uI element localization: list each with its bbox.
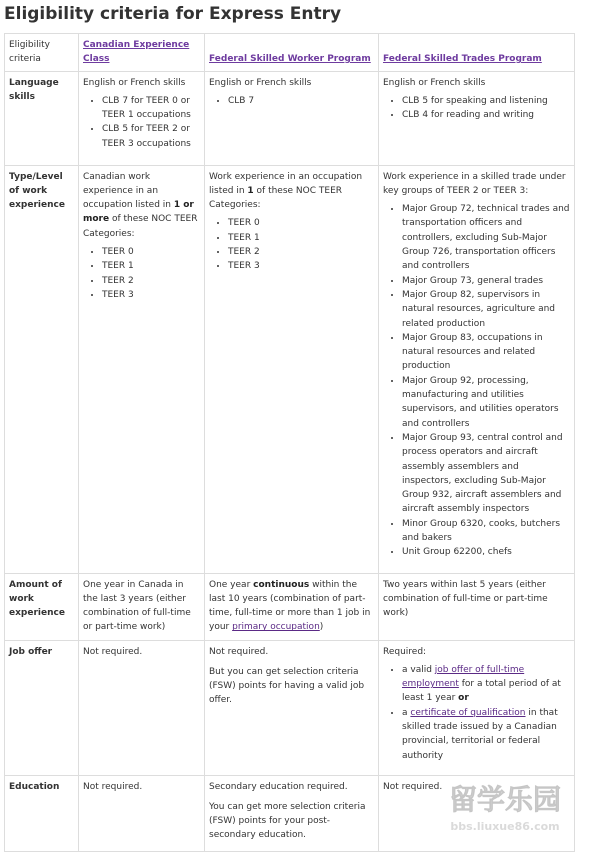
list-item: • CLB 7 for TEER 0 or TEER 1 occupations <box>102 94 200 123</box>
list-item: • Major Group 82, supervisors in natural resources, agriculture and related production <box>402 288 570 331</box>
list-item: • CLB 4 for reading and writing <box>402 108 570 122</box>
primary-occupation-link[interactable]: primary occupation <box>232 622 320 633</box>
cell-text: Work experience in an occupation listed in 1 of these NOC TEER Categories: <box>209 171 363 211</box>
list-item: • CLB 5 for TEER 2 or TEER 3 occupations <box>102 122 200 151</box>
watermark-text: 留学乐园 <box>448 783 562 816</box>
list-item: • a certificate of qualification in that skilled trade issued by a Canadian provincial, territorial or federal authority <box>402 706 570 763</box>
watermark-url: bbs.liuxue86.com <box>450 820 560 833</box>
fsw-teer-list <box>209 216 374 273</box>
header-fst <box>379 34 575 72</box>
list-item: • Minor Group 6320, cooks, butchers and bakers <box>402 517 570 546</box>
certificate-link[interactable]: certificate of qualification <box>410 707 526 718</box>
cell-text: Canadian work experience in an occupation listed in 1 or more of these NOC TEER Categories: <box>83 171 198 239</box>
row-label-language: Language skills <box>5 71 79 165</box>
cell-cec-job: Not required. <box>79 640 205 775</box>
list-item: • Unit Group 62200, chefs <box>402 545 570 559</box>
cell-text: You can get more selection criteria (FSW) points for your post-secondary education. <box>209 801 366 841</box>
watermark-logo <box>430 776 580 838</box>
cell-fsw-work <box>205 165 379 573</box>
list-item: • TEER 0 <box>228 216 374 230</box>
cell-cec-amount: One year in Canada in the last 3 years (either combination of full-time or part-time work) <box>79 573 205 640</box>
cec-language-list <box>83 94 200 151</box>
cell-fst-education: Not required. <box>379 775 575 851</box>
list-item: • TEER 0 <box>102 245 200 259</box>
table-row-amount <box>5 573 575 640</box>
row-label-amount: Amount of work experience <box>5 573 79 640</box>
eligibility-table <box>4 33 575 852</box>
cell-fst-language <box>379 71 575 165</box>
list-item: • CLB 5 for speaking and listening <box>402 94 570 108</box>
list-item: • TEER 3 <box>102 288 200 302</box>
cell-text: English or French skills <box>383 77 486 88</box>
cell-cec-work <box>79 165 205 573</box>
job-offer-link[interactable]: job offer of full-time employment <box>402 664 525 690</box>
list-item: • a valid job offer of full-time employment for a total period of at least 1 year or <box>402 663 570 706</box>
cell-fst-work <box>379 165 575 573</box>
list-item: • TEER 2 <box>102 274 200 288</box>
cell-cec-education: Not required. <box>79 775 205 851</box>
list-item: • TEER 1 <box>228 231 374 245</box>
cell-fst-amount: Two years within last 5 years (either combination of full-time or part-time work) <box>379 573 575 640</box>
cell-fsw-amount: One year continuous within the last 10 years (combination of part-time, full-time or more than 1 job in your primary occupation) <box>205 573 379 640</box>
header-fsw <box>205 34 379 72</box>
fsw-link[interactable]: Federal Skilled Worker Program <box>209 54 371 64</box>
cell-text: Work experience in a skilled trade under key groups of TEER 2 or TEER 3: <box>383 171 566 196</box>
list-item: • TEER 1 <box>102 259 200 273</box>
table-header-row <box>5 34 575 72</box>
header-eligibility-criteria: Eligibility criteria <box>5 34 79 72</box>
cell-fsw-job <box>205 640 379 775</box>
cell-text: Secondary education required. <box>209 781 348 792</box>
cell-fst-job <box>379 640 575 775</box>
table-row-work-experience <box>5 165 575 573</box>
fst-language-list <box>383 94 570 123</box>
list-item: • Major Group 83, occupations in natural resources and related production <box>402 331 570 374</box>
row-label-education: Education <box>5 775 79 851</box>
row-label-work: Type/Level of work experience <box>5 165 79 573</box>
cell-text: English or French skills <box>209 77 312 88</box>
cell-text: Required: <box>383 646 427 657</box>
header-cec <box>79 34 205 72</box>
table-row-job-offer <box>5 640 575 775</box>
list-item: • CLB 7 <box>228 94 374 108</box>
cell-fsw-language <box>205 71 379 165</box>
cell-fsw-education <box>205 775 379 851</box>
list-item: • TEER 3 <box>228 259 374 273</box>
fsw-language-list <box>209 94 374 108</box>
table-row-language <box>5 71 575 165</box>
list-item: • Major Group 93, central control and process operators and aircraft assembly assemblers and inspectors, excluding Sub-Major Group 932, aircraft assemblers and aircraft assembly inspectors <box>402 431 570 517</box>
row-label-job: Job offer <box>5 640 79 775</box>
list-item: • TEER 2 <box>228 245 374 259</box>
page-title: Eligibility criteria for Express Entry <box>4 4 342 24</box>
fst-link[interactable]: Federal Skilled Trades Program <box>383 54 542 64</box>
cec-teer-list <box>83 245 200 302</box>
fst-group-list <box>383 202 570 559</box>
cec-link[interactable]: Canadian Experience Class <box>83 40 190 65</box>
list-item: • Major Group 72, technical trades and transportation officers and controllers, excluding Sub-Major Group 726, transportation officers and controllers <box>402 202 570 273</box>
cell-cec-language <box>79 71 205 165</box>
cell-text: But you can get selection criteria (FSW) points for having a valid job offer. <box>209 666 365 706</box>
cell-text: Not required. <box>209 646 269 657</box>
cell-text: English or French skills <box>83 77 186 88</box>
list-item: • Major Group 73, general trades <box>402 274 570 288</box>
list-item: • Major Group 92, processing, manufacturing and utilities supervisors, and utilities operators and controllers <box>402 374 570 431</box>
fst-job-list <box>383 663 570 763</box>
